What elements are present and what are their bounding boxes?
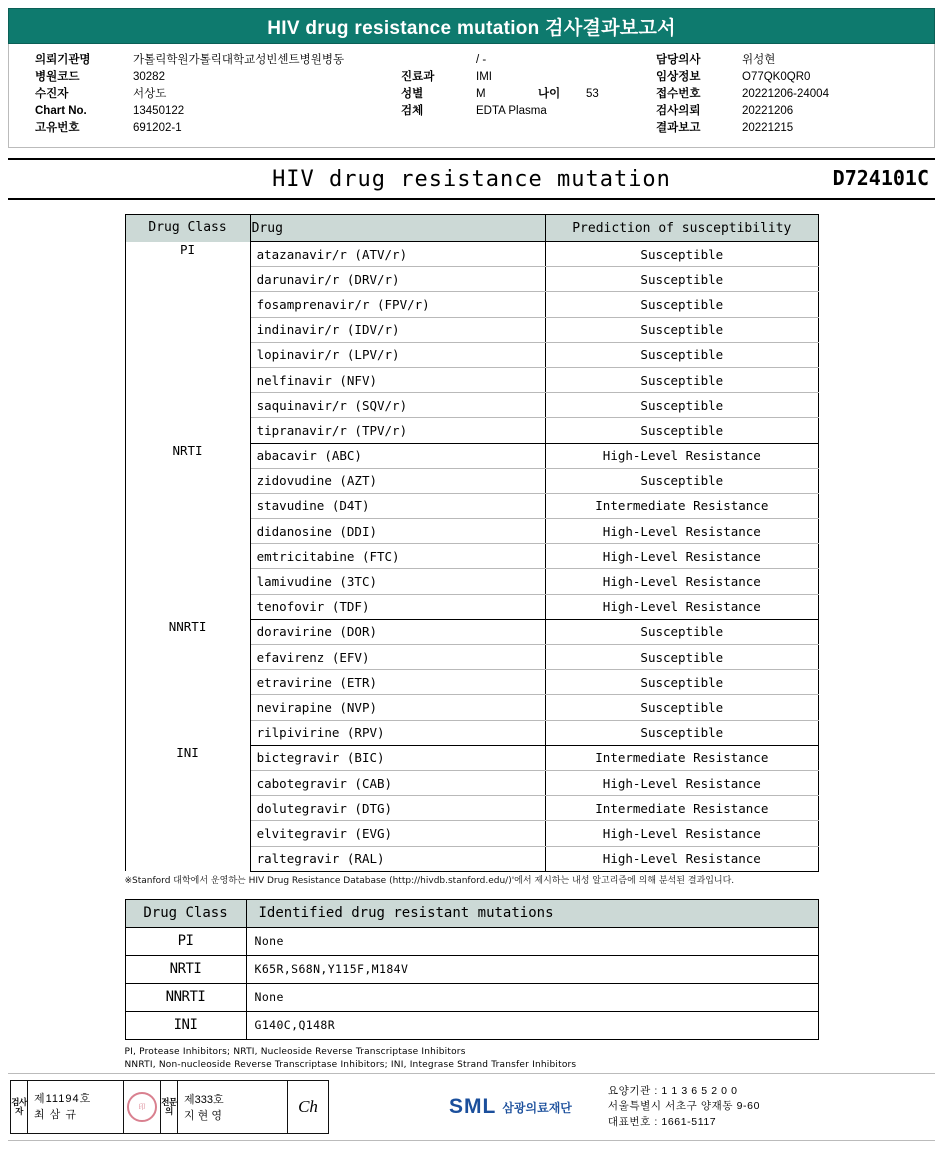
signature-box bbox=[10, 1080, 329, 1134]
label-specimen: 검체 bbox=[401, 105, 424, 117]
cell-prediction: Susceptible bbox=[546, 267, 818, 292]
sml-logo-mark: SML bbox=[449, 1095, 497, 1118]
cell-drug-class-pi: PI bbox=[125, 242, 250, 444]
cell-prediction: Susceptible bbox=[546, 342, 818, 367]
header-mutation-drug-class: Drug Class bbox=[125, 899, 246, 927]
value-report-date: 20221215 bbox=[742, 122, 794, 134]
cell-mutation-value: None bbox=[246, 983, 818, 1011]
cell-mutation-class: NNRTI bbox=[125, 983, 246, 1011]
cell-prediction: Susceptible bbox=[546, 619, 818, 644]
cell-prediction: High-Level Resistance bbox=[546, 569, 818, 594]
specialist-vertical-label: 전문의 bbox=[161, 1081, 178, 1133]
cell-drug: indinavir/r (IDV/r) bbox=[250, 317, 546, 342]
cell-prediction: High-Level Resistance bbox=[546, 846, 818, 871]
cell-drug: saquinavir/r (SQV/r) bbox=[250, 393, 546, 418]
cell-mutation-value: K65R,S68N,Y115F,M184V bbox=[246, 955, 818, 983]
cell-drug-class-ini: INI bbox=[125, 745, 250, 871]
label-department: 진료과 bbox=[401, 71, 435, 83]
cell-prediction: Intermediate Resistance bbox=[546, 796, 818, 821]
value-institution: 가톨릭학원가톨릭대학교성빈센트병원병동 bbox=[133, 54, 345, 66]
mutation-header-row bbox=[125, 899, 818, 927]
cell-prediction: Susceptible bbox=[546, 393, 818, 418]
label-clinical-info: 임상정보 bbox=[656, 71, 701, 83]
value-unique-no: 691202-1 bbox=[133, 122, 182, 134]
cell-drug: stavudine (D4T) bbox=[250, 493, 546, 518]
value-specimen: EDTA Plasma bbox=[476, 105, 547, 117]
cell-mutation-value: G140C,Q148R bbox=[246, 1011, 818, 1039]
table-row bbox=[125, 443, 818, 468]
cell-prediction: High-Level Resistance bbox=[546, 594, 818, 619]
specialist-name: 지 현 영 bbox=[184, 1110, 222, 1122]
patient-info-column-2 bbox=[401, 52, 547, 137]
cell-drug: lamivudine (3TC) bbox=[250, 569, 546, 594]
report-page bbox=[0, 8, 943, 1151]
seal-icon: 印 bbox=[127, 1092, 157, 1122]
label-receipt-no: 접수번호 bbox=[656, 88, 701, 100]
label-patient-name: 수진자 bbox=[35, 88, 69, 100]
value-blank: / - bbox=[476, 54, 487, 66]
value-sex: M bbox=[476, 88, 486, 100]
legend-line-2: NNRTI, Non-nucleoside Reverse Transcriptase Inhibitors; INI, Integrase Strand Transfer Inhibitors bbox=[124, 1060, 577, 1071]
cell-drug: emtricitabine (FTC) bbox=[250, 544, 546, 569]
cell-mutation-class: NRTI bbox=[125, 955, 246, 983]
label-doctor: 담당의사 bbox=[656, 54, 701, 66]
footer-address bbox=[608, 1084, 760, 1130]
cell-drug: darunavir/r (DRV/r) bbox=[250, 267, 546, 292]
cell-drug: raltegravir (RAL) bbox=[250, 846, 546, 871]
handwritten-signature: Ch bbox=[298, 1097, 318, 1116]
table-row bbox=[125, 619, 818, 644]
report-banner bbox=[8, 8, 935, 44]
cell-drug: rilpivirine (RPV) bbox=[250, 720, 546, 745]
label-age: 나이 bbox=[538, 88, 561, 100]
header-drug: Drug bbox=[250, 215, 546, 242]
cell-mutation-value: None bbox=[246, 927, 818, 955]
value-chart-no: 13450122 bbox=[133, 105, 185, 117]
report-code: D724101C bbox=[832, 166, 929, 190]
table-row bbox=[125, 955, 818, 983]
value-request-date: 20221206 bbox=[742, 105, 794, 117]
cell-prediction: Susceptible bbox=[546, 695, 818, 720]
legend-line-1: PI, Protease Inhibitors; NRTI, Nucleoside Reverse Transcriptase Inhibitors bbox=[124, 1046, 466, 1057]
examiner-stamp bbox=[124, 1081, 161, 1133]
cell-drug: abacavir (ABC) bbox=[250, 443, 546, 468]
cell-drug: fosamprenavir/r (FPV/r) bbox=[250, 292, 546, 317]
page-title: HIV drug resistance mutation bbox=[272, 166, 671, 192]
cell-prediction: High-Level Resistance bbox=[546, 443, 818, 468]
footer-phone: 대표번호 : 1661-5117 bbox=[607, 1115, 717, 1128]
cell-drug: lopinavir/r (LPV/r) bbox=[250, 342, 546, 367]
cell-mutation-class: PI bbox=[125, 927, 246, 955]
header-identified-mutations: Identified drug resistant mutations bbox=[246, 899, 818, 927]
label-sex: 성별 bbox=[401, 88, 424, 100]
cell-drug-class-nrti: NRTI bbox=[125, 443, 250, 619]
footer-institution-code: 요양기관 : 1 1 3 6 5 2 0 0 bbox=[607, 1085, 738, 1098]
cell-drug: bictegravir (BIC) bbox=[250, 745, 546, 770]
cell-drug: cabotegravir (CAB) bbox=[250, 770, 546, 795]
cell-prediction: Susceptible bbox=[546, 468, 818, 493]
cell-prediction: High-Level Resistance bbox=[546, 544, 818, 569]
cell-drug: tenofovir (TDF) bbox=[250, 594, 546, 619]
examiner-license-no: 제11194호 bbox=[34, 1092, 92, 1105]
value-patient-name: 서상도 bbox=[133, 88, 167, 100]
cell-drug: efavirenz (EFV) bbox=[250, 645, 546, 670]
susceptibility-table bbox=[125, 214, 819, 872]
patient-info-age-column bbox=[538, 52, 646, 137]
cell-prediction: Susceptible bbox=[546, 292, 818, 317]
cell-prediction: High-Level Resistance bbox=[546, 770, 818, 795]
footer-street-address: 서울특별시 서초구 양재동 9-60 bbox=[607, 1100, 761, 1113]
cell-prediction: Susceptible bbox=[546, 720, 818, 745]
cell-prediction: Susceptible bbox=[546, 670, 818, 695]
label-chart-no: Chart No. bbox=[35, 105, 87, 117]
cell-drug: etravirine (ETR) bbox=[250, 670, 546, 695]
header-drug-class: Drug Class bbox=[125, 215, 250, 242]
value-receipt-no: 20221206-24004 bbox=[742, 88, 829, 100]
label-request-date: 검사의뢰 bbox=[656, 105, 701, 117]
cell-drug-class-nnrti: NNRTI bbox=[125, 619, 250, 745]
report-banner-title: HIV drug resistance mutation 검사결과보고서 bbox=[267, 17, 676, 39]
value-department: IMI bbox=[476, 71, 492, 83]
specialist-info bbox=[178, 1081, 288, 1133]
table-row bbox=[125, 242, 818, 267]
cell-drug: doravirine (DOR) bbox=[250, 619, 546, 644]
cell-mutation-class: INI bbox=[125, 1011, 246, 1039]
patient-info-column-3 bbox=[656, 52, 882, 137]
label-blank bbox=[401, 52, 476, 69]
value-clinical-info: O77QK0QR0 bbox=[742, 71, 811, 83]
label-institution: 의뢰기관명 bbox=[35, 54, 91, 66]
patient-info-column-1 bbox=[35, 52, 401, 137]
sml-logo bbox=[449, 1095, 572, 1119]
header-prediction: Prediction of susceptibility bbox=[546, 215, 818, 242]
cell-prediction: High-Level Resistance bbox=[546, 821, 818, 846]
cell-prediction: Susceptible bbox=[546, 418, 818, 443]
table-header-row bbox=[125, 215, 818, 242]
cell-prediction: High-Level Resistance bbox=[546, 519, 818, 544]
cell-drug: dolutegravir (DTG) bbox=[250, 796, 546, 821]
label-hospital-code: 병원코드 bbox=[35, 71, 80, 83]
examiner-name: 최 삼 규 bbox=[34, 1109, 77, 1121]
label-unique-no: 고유번호 bbox=[35, 122, 80, 134]
cell-prediction: Intermediate Resistance bbox=[546, 493, 818, 518]
value-hospital-code: 30282 bbox=[133, 71, 165, 83]
cell-prediction: Susceptible bbox=[546, 242, 818, 267]
table-row bbox=[125, 1011, 818, 1039]
cell-drug: atazanavir/r (ATV/r) bbox=[250, 242, 546, 267]
table-row bbox=[125, 745, 818, 770]
database-footnote: ※Stanford 대학에서 운영하는 HIV Drug Resistance Database (http://hivdb.stanford.edu/)'에서 제시하는 내성 알고리즘에 의해 분석된 결과입니다. bbox=[124, 875, 735, 886]
cell-drug: didanosine (DDI) bbox=[250, 519, 546, 544]
cell-prediction: Susceptible bbox=[546, 367, 818, 392]
value-doctor: 위성현 bbox=[742, 54, 776, 66]
sml-logo-name: 삼광의료재단 bbox=[502, 1100, 572, 1115]
cell-drug: tipranavir/r (TPV/r) bbox=[250, 418, 546, 443]
cell-drug: zidovudine (AZT) bbox=[250, 468, 546, 493]
value-age: 53 bbox=[586, 88, 599, 100]
patient-info-section bbox=[8, 44, 935, 148]
cell-prediction: Susceptible bbox=[546, 317, 818, 342]
report-footer bbox=[8, 1073, 935, 1141]
cell-drug: elvitegravir (EVG) bbox=[250, 821, 546, 846]
table-row bbox=[125, 983, 818, 1011]
table-row bbox=[125, 927, 818, 955]
examiner-info bbox=[28, 1081, 124, 1133]
specialist-license-no: 제333호 bbox=[184, 1094, 224, 1106]
label-report-date: 결과보고 bbox=[656, 122, 701, 134]
examiner-vertical-label: 검사자 bbox=[11, 1081, 28, 1133]
footer-organization bbox=[449, 1084, 760, 1130]
mutation-table bbox=[125, 899, 819, 1040]
cell-prediction: Susceptible bbox=[546, 645, 818, 670]
report-title-row bbox=[8, 158, 935, 200]
abbreviation-legend bbox=[125, 1046, 819, 1073]
cell-drug: nelfinavir (NFV) bbox=[250, 367, 546, 392]
cell-drug: nevirapine (NVP) bbox=[250, 695, 546, 720]
cell-prediction: Intermediate Resistance bbox=[546, 745, 818, 770]
